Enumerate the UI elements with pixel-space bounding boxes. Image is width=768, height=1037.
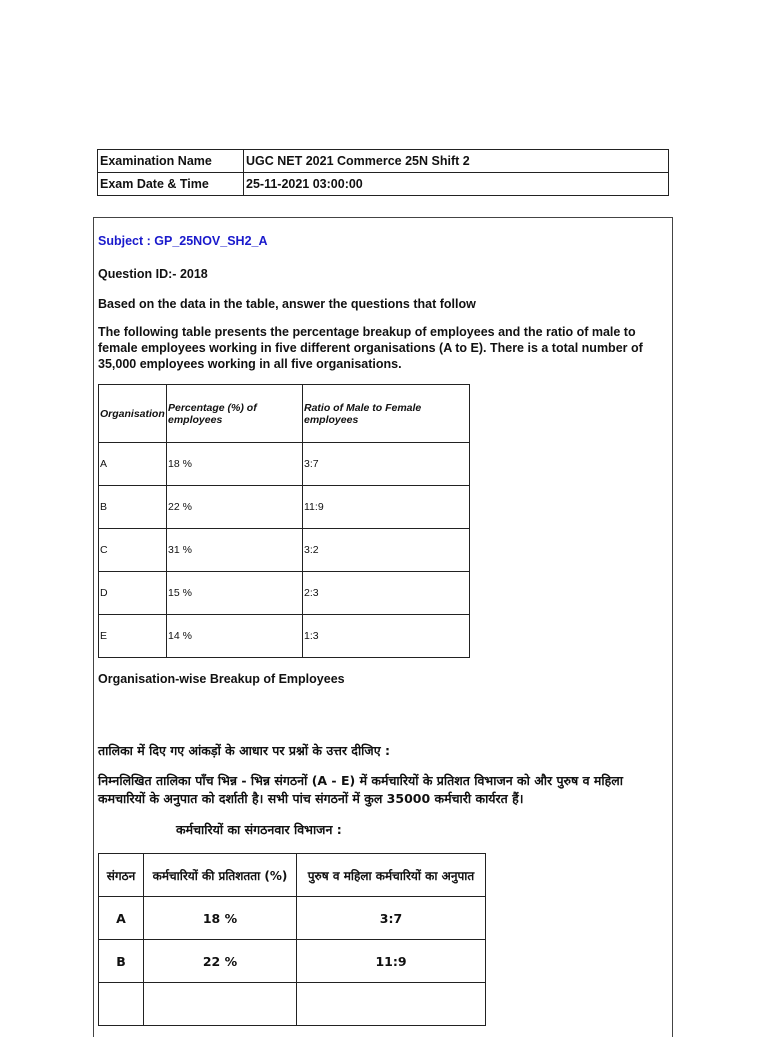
cell-ratio: 1:3 <box>303 615 470 658</box>
cell-organisation: A <box>99 443 167 486</box>
question-panel <box>93 217 673 1037</box>
cell-ratio: 11:9 <box>303 486 470 529</box>
cell-ratio: 3:2 <box>303 529 470 572</box>
cell-percentage: 18 % <box>167 443 303 486</box>
cell-organisation <box>99 983 144 1026</box>
header-pratishatata: कर्मचारियों की प्रतिशतता (%) <box>144 854 297 897</box>
header-percentage: Percentage (%) of employees <box>167 385 303 443</box>
table-row <box>99 486 470 529</box>
cell-percentage: 18 % <box>144 897 297 940</box>
exam-date-value: 25-11-2021 03:00:00 <box>244 173 669 196</box>
cell-ratio: 2:3 <box>303 572 470 615</box>
table-row <box>99 897 486 940</box>
table-caption-en: Organisation-wise Breakup of Employees <box>98 672 345 686</box>
exam-info-row <box>98 150 669 173</box>
header-anupat: पुरुष व महिला कर्मचारियों का अनुपात <box>297 854 486 897</box>
cell-percentage <box>144 983 297 1026</box>
hindi-caption: कर्मचारियों का संगठनवार विभाजन : <box>176 822 342 837</box>
table-row <box>99 983 486 1026</box>
cell-percentage: 22 % <box>144 940 297 983</box>
question-id: Question ID:- 2018 <box>98 267 208 281</box>
exam-info-table <box>97 149 669 196</box>
cell-organisation: D <box>99 572 167 615</box>
cell-percentage: 14 % <box>167 615 303 658</box>
table-row <box>99 529 470 572</box>
header-ratio: Ratio of Male to Female employees <box>303 385 470 443</box>
cell-organisation: E <box>99 615 167 658</box>
cell-organisation: A <box>99 897 144 940</box>
cell-organisation: B <box>99 940 144 983</box>
cell-ratio: 11:9 <box>297 940 486 983</box>
header-organisation: Organisation <box>99 385 167 443</box>
table-row <box>99 572 470 615</box>
cell-ratio <box>297 983 486 1026</box>
cell-ratio: 3:7 <box>303 443 470 486</box>
exam-info-row <box>98 173 669 196</box>
exam-date-label: Exam Date & Time <box>98 173 244 196</box>
employee-table-en <box>98 384 470 658</box>
table-header-row <box>99 854 486 897</box>
table-header-row <box>99 385 470 443</box>
header-sangathan: संगठन <box>99 854 144 897</box>
cell-ratio: 3:7 <box>297 897 486 940</box>
hindi-intro: तालिका में दिए गए आंकड़ों के आधार पर प्रश्नों के उत्तर दीजिए : <box>98 743 390 758</box>
cell-percentage: 22 % <box>167 486 303 529</box>
subject-label: Subject : GP_25NOV_SH2_A <box>98 234 268 248</box>
cell-percentage: 31 % <box>167 529 303 572</box>
hindi-description: निम्नलिखित तालिका पाँच भिन्न - भिन्न संगठनों (A - E) में कर्मचारियों के प्रतिशत विभाजन को और पुरुष व महिला कमचारियों के अनुपात को दर्शाती है। सभी पांच संगठनों में कुल 35000 कर्मचारी कार्यरत हैं। <box>98 773 623 806</box>
exam-name-value: UGC NET 2021 Commerce 25N Shift 2 <box>244 150 669 173</box>
employee-table-hi <box>98 853 486 1026</box>
question-description: The following table presents the percentage breakup of employees and the ratio of male to female employees working in five different organisations (A to E). There is a total number of 35,000 employees working in all five organisations. <box>98 325 643 371</box>
cell-organisation: B <box>99 486 167 529</box>
exam-name-label: Examination Name <box>98 150 244 173</box>
table-row <box>99 940 486 983</box>
cell-percentage: 15 % <box>167 572 303 615</box>
table-row <box>99 443 470 486</box>
question-intro: Based on the data in the table, answer the questions that follow <box>98 297 476 311</box>
table-row <box>99 615 470 658</box>
cell-organisation: C <box>99 529 167 572</box>
